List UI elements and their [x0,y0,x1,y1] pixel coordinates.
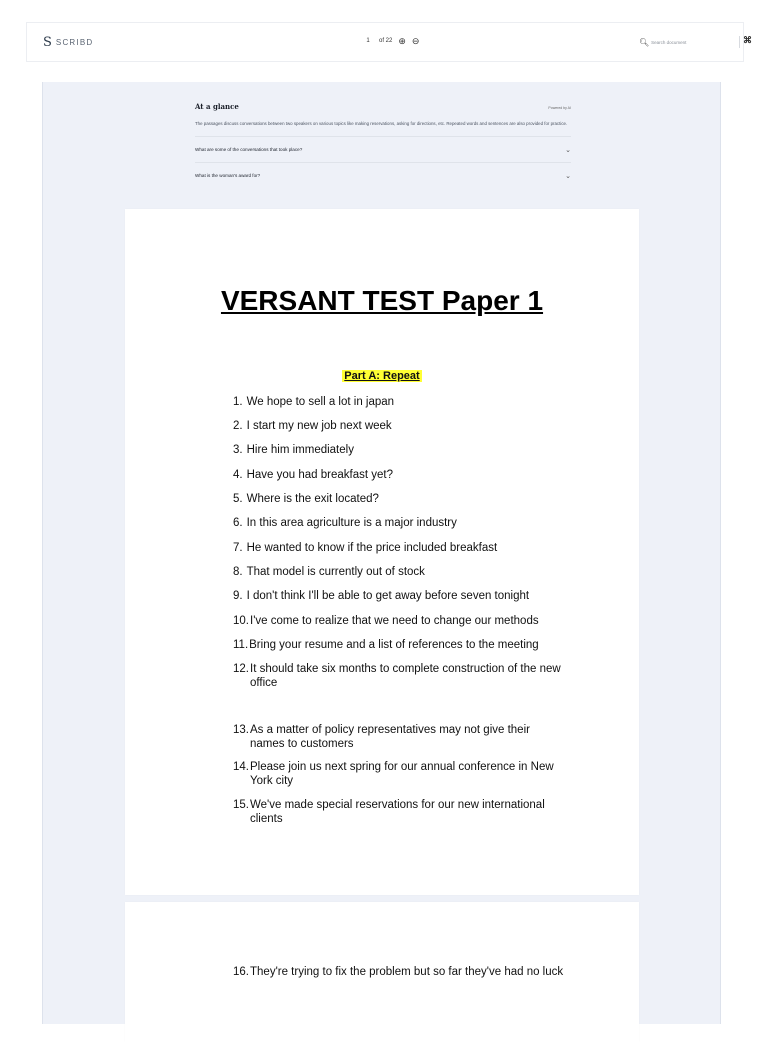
document-page-2 [125,902,639,1042]
scribd-logo[interactable] [43,36,93,49]
list-item [233,638,583,652]
list-item [233,798,573,826]
zoom-out-icon[interactable]: ⊖ [411,36,420,46]
search-input[interactable]: Search document [651,39,687,45]
item-text: I don't think I'll be able to get away before seven tonight [246,590,530,602]
glance-question-2[interactable] [195,162,571,188]
list-item [233,443,583,457]
list-item [233,492,583,506]
at-a-glance-panel [195,102,571,188]
item-number: 10. [233,615,249,627]
item-number: 16. [233,966,249,978]
item-text: He wanted to know if the price included breakfast [246,542,498,554]
item-number: 13. [233,724,249,736]
item-text: Please join us next spring for our annual conference in New York city [250,761,554,787]
list-item [233,468,583,482]
item-number: 5. [233,493,243,505]
list-item [233,541,583,555]
item-text: As a matter of policy representatives may not give their names to customers [250,724,530,750]
item-text: They're trying to fix the problem but so far they've had no luck [250,966,564,978]
list-item [233,662,563,690]
zoom-in-icon[interactable]: ⊕ [398,36,406,46]
item-text: Bring your resume and a list of references to the meeting [249,639,539,651]
list-item [233,760,578,788]
question-label: What are some of the conversations that took place? [195,147,303,152]
item-text: Have you had breakfast yet? [246,469,393,481]
search-document[interactable] [639,36,740,48]
part-heading [125,370,639,382]
document-viewer[interactable] [42,82,721,1024]
item-number: 15. [233,799,249,811]
item-text: In this area agriculture is a major industry [246,517,457,529]
question-label: What is the woman's award for? [195,173,261,178]
item-text: I start my new job next week [246,420,392,432]
item-text: That model is currently out of stock [246,566,425,578]
page-navigator [363,36,419,46]
item-number: 3. [233,444,243,456]
current-page-input[interactable]: 1 [366,38,370,44]
item-number: 6. [233,517,243,529]
list-item [233,723,563,751]
top-bar [26,22,752,62]
logo-text: SCRIBD [55,38,94,47]
item-text: It should take six months to complete construction of the new office [250,663,561,689]
glance-title: At a glance [195,102,239,111]
page-total: of 22 [379,38,393,44]
item-number: 1. [233,396,243,408]
item-number: 7. [233,542,243,554]
search-icon: 🔍︎ [639,37,650,47]
item-text: Hire him immediately [246,444,354,456]
glance-question-1[interactable] [195,136,571,162]
item-number: 12. [233,663,249,675]
list-item [233,589,583,603]
item-number: 14. [233,761,249,773]
list-item [233,395,583,409]
item-number: 4. [233,469,243,481]
part-heading-text: Part A: Repeat [344,370,420,382]
item-number: 8. [233,566,243,578]
chevron-down-icon: ⌄ [565,146,571,154]
list-item [233,516,583,530]
list-item [233,965,573,979]
list-item [233,565,583,579]
item-text: Where is the exit located? [246,493,379,505]
item-text: We hope to sell a lot in japan [246,396,395,408]
item-number: 2. [233,420,243,432]
item-number: 9. [233,590,243,602]
document-title: VERSANT TEST Paper 1 [220,285,544,316]
item-number: 11. [233,639,249,651]
list-item [233,419,583,433]
powered-by-ai-label: Powered by AI [548,106,571,110]
item-text: I've come to realize that we need to change our methods [250,615,539,627]
list-item [233,614,583,628]
expand-icon[interactable]: ⌘ [743,35,752,45]
glance-summary: The passages discuss conversations between two speakers on various topics like making reservations, asking for directions, etc. Repeated words and sentences are also provided for practice. [195,121,568,126]
item-text: We've made special reservations for our new international clients [250,799,545,825]
document-page-1 [125,209,639,895]
logo-mark: S [43,35,52,50]
chevron-down-icon: ⌄ [565,172,571,180]
